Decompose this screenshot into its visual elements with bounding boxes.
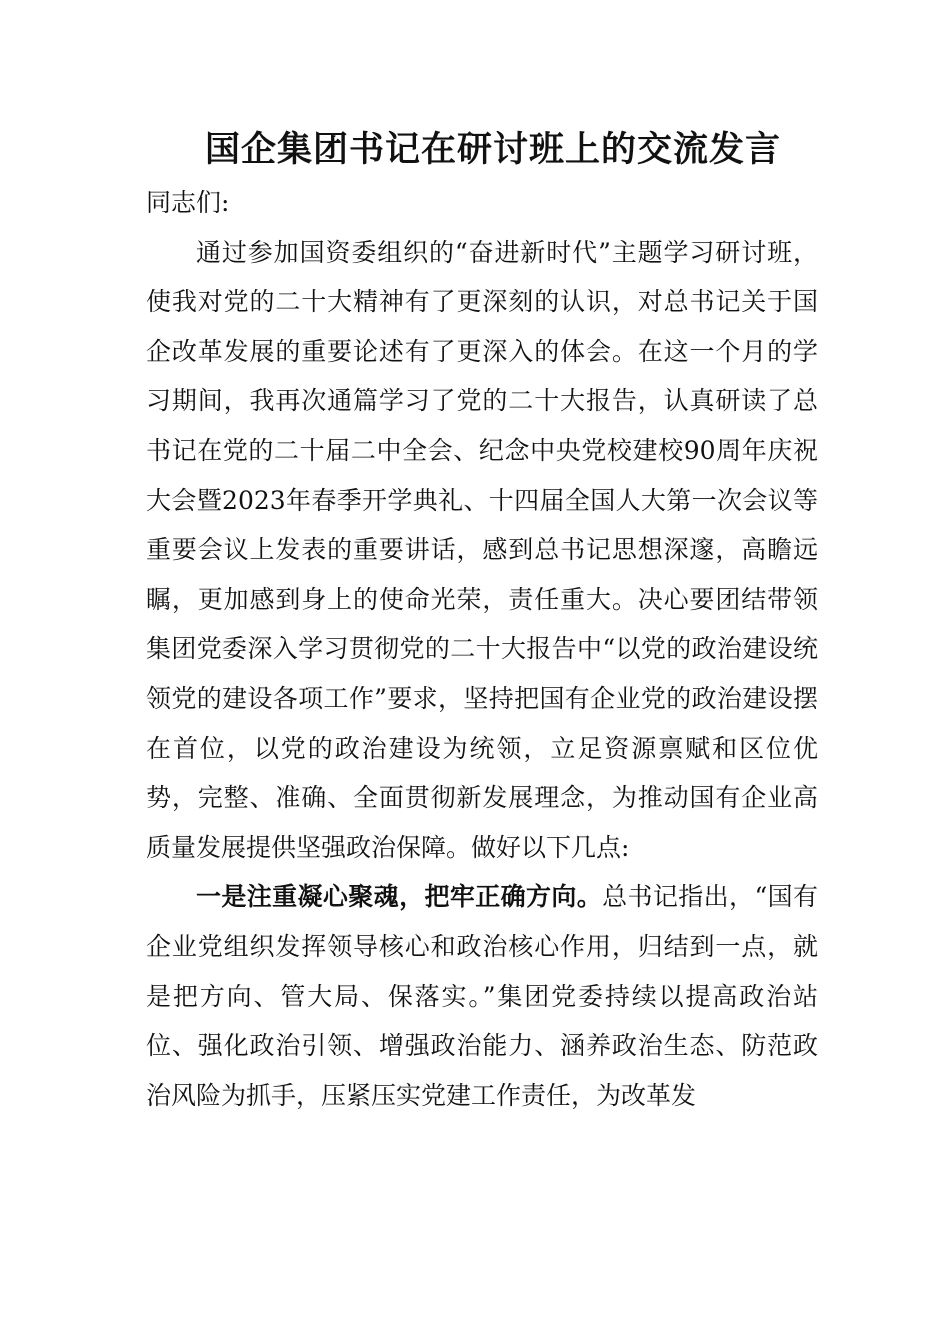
document-body xyxy=(146,178,818,1120)
document-title: 国企集团书记在研讨班上的交流发言 xyxy=(204,129,781,170)
paragraph-point-one-heading: 一是注重凝心聚魂，把牢正确方向。 xyxy=(196,882,603,912)
paragraph-point-one xyxy=(146,872,818,1120)
salutation: 同志们: xyxy=(146,188,230,217)
paragraph-point-one-body: 总书记指出，“国有企业党组织发挥领导核心和政治核心作用，归结到一点，就是把方向、管大局、保落实。”集团党委持续以提高政治站位、强化政治引领、增强政治能力、涵养政治生态、防范政治风险为抓手，压紧压实党建工作责任，为改革发 xyxy=(146,882,818,1110)
paragraph-intro: 通过参加国资委组织的“奋进新时代”主题学习研讨班，使我对党的二十大精神有了更深刻的认识，对总书记关于国企改革发展的重要论述有了更深入的体会。在这一个月的学习期间，我再次通篇学习了党的二十大报告，认真研读了总书记在党的二十届二中全会、纪念中央党校建校90周年庆祝大会暨2023年春季开学典礼、十四届全国人大第一次会议等重要会议上发表的重要讲话，感到总书记思想深邃，高瞻远瞩，更加感到身上的使命光荣，责任重大。决心要团结带领集团党委深入学习贯彻党的二十大报告中“以党的政治建设统领党的建设各项工作”要求，坚持把国有企业党的政治建设摆在首位，以党的政治建设为统领，立足资源禀赋和区位优势，完整、准确、全面贯彻新发展理念，为推动国有企业高质量发展提供坚强政治保障。做好以下几点: xyxy=(146,237,818,862)
